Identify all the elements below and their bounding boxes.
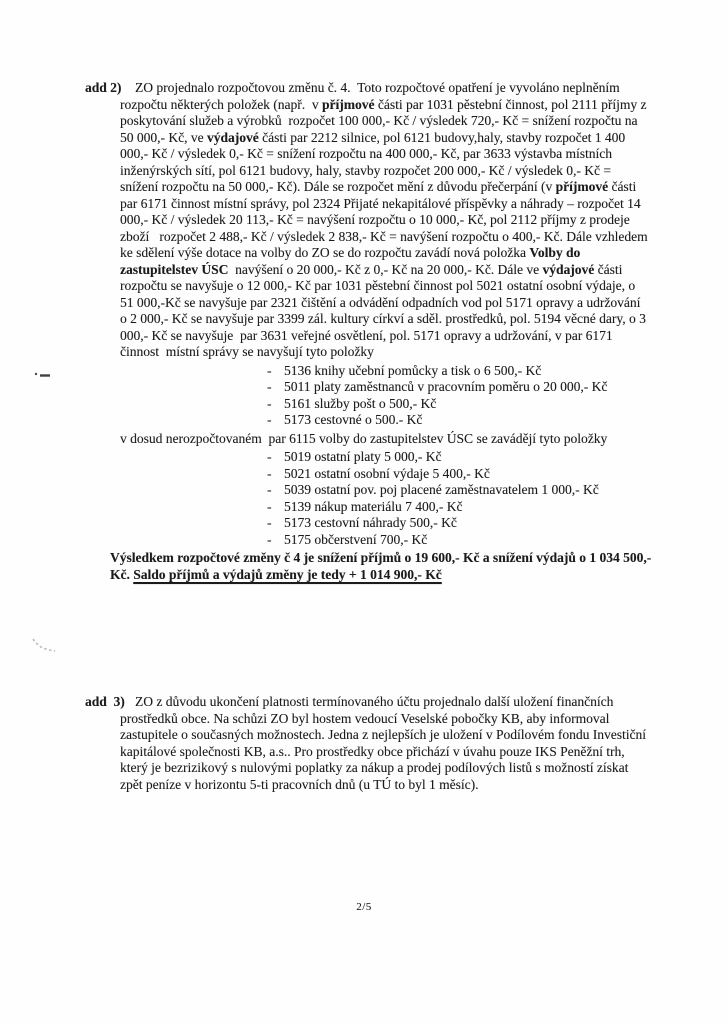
section-label: add 3) bbox=[85, 694, 125, 709]
section-add-2 bbox=[85, 80, 655, 583]
text-segment: navýšení o 20 000,- Kč z 0,- Kč na 20 000,- Kč. Dále ve bbox=[228, 261, 543, 277]
list-item: - 5021 ostatní osobní výdaje 5 400,- Kč bbox=[265, 466, 617, 483]
list-item: - 5011 platy zaměstnanců v pracovním poměru o 20 000,- Kč bbox=[265, 379, 617, 396]
text-segment: Volby do zastupitelstev ÚSC bbox=[120, 245, 584, 277]
section-content bbox=[110, 80, 655, 583]
list-item: - 5173 cestovní náhrady 500,- Kč bbox=[265, 515, 617, 532]
text-segment: části par 2212 silnice, pol 6121 budovy,haly, stavby rozpočet 1 400 000,- Kč / výsledek 0,- Kč = snížení rozpočtu na 400 000,- Kč, par 3633 výstavba místních inženýrských sítí, pol 6121 budovy, haly, stavby rozpočet 200 000,- Kč / výsledek 0,- Kč = snížení rozpočtu na 50 000,- Kč). Dále se rozpočet mění z důvodu přečerpání (v bbox=[120, 129, 629, 194]
section-content bbox=[120, 694, 648, 793]
budget-change-paragraph bbox=[120, 80, 651, 361]
list-item: - 5039 ostatní pov. poj placené zaměstnavatelem 1 000,- Kč bbox=[265, 482, 617, 499]
text-segment: příjmové bbox=[322, 96, 375, 112]
text-segment: výdajové bbox=[206, 129, 259, 145]
text-segment: ZO projednalo rozpočtovou změnu č. 4. Toto rozpočtové opatření je vyvoláno neplněním rozpočtu některých položek (např. v bbox=[120, 80, 624, 112]
text-segment: výdajové bbox=[542, 261, 595, 277]
deposit-paragraph bbox=[120, 694, 648, 793]
text-segment: Saldo příjmů a výdajů změny je tedy + 1 014 900,- Kč bbox=[133, 566, 442, 582]
text-segment: části par 1031 pěstební činnost, pol 2111 příjmy z poskytování služeb a výrobků rozpočet 100 000,- Kč / výsledek 720,- Kč = snížení rozpočtu na 50 000,- Kč, ve bbox=[120, 96, 650, 145]
section-label: add 2) bbox=[85, 80, 122, 95]
list-item: - 5019 ostatní platy 5 000,- Kč bbox=[265, 449, 617, 466]
text-segment: části rozpočtu se navyšuje o 12 000,- Kč par 1031 pěstební činnost pol 5021 ostatní osobní výdaje, o 51 000,-Kč se navyšuje par 2321 čištění a odvádění odpadních vod pol 5171 opravy a udržování o 2 000,- Kč se navyšuje par 3399 zál. kultury církví a sděl. prostředků, pol. 5194 věcné dary, o 3 000,- Kč se navyšuje par 3631 veřejné osvětlení, pol. 5171 opravy a udržování, v par 6171 činnost místní správy se navyšují tyto položky bbox=[120, 261, 650, 359]
new-items-list bbox=[265, 449, 617, 548]
list-item: - 5175 občerstvení 700,- Kč bbox=[265, 532, 617, 549]
increased-items-list bbox=[265, 363, 617, 429]
text-segment: části par 6171 činnost místní správy, pol 2324 Přijaté nekapitálové příspěvky a náhrady – rozpočet 14 000,- Kč / výsledek 20 113,- Kč = navýšení rozpočtu o 10 000,- Kč, pol 2112 příjmy z prodeje zboží rozpočet 2 488,- Kč / výsledek 2 838,- Kč = navýšení rozpočtu o 400,- Kč. Dále vzhledem ke sdělení výše dotace na volby do ZO se do rozpočtu zavádí nová položka bbox=[120, 179, 651, 260]
handwritten-margin-mark bbox=[33, 369, 53, 386]
text-segment: příjmové bbox=[555, 179, 609, 194]
budget-change-summary bbox=[110, 550, 656, 583]
list-item: - 5136 knihy učební pomůcky a tisk o 6 500,- Kč bbox=[265, 363, 617, 380]
list-item: - 5139 nákup materiálu 7 400,- Kč bbox=[265, 499, 617, 516]
list-item: - 5173 cestovné o 500.- Kč bbox=[265, 412, 617, 429]
list-item: - 5161 služby pošt o 500,- Kč bbox=[265, 396, 617, 413]
unbudgeted-intro-paragraph: v dosud nerozpočtovaném par 6115 volby do zastupitelstev ÚSC se zavádějí tyto položky bbox=[120, 430, 608, 446]
text-segment: Výsledkem rozpočtové změny č 4 je snížení příjmů o 19 600,- Kč a snížení výdajů o 1 034 500,- Kč. bbox=[110, 550, 655, 582]
text-segment: ZO z důvodu ukončení platnosti termínovaného účtu projednalo další uložení finančních prostředků obce. Na schůzi ZO byl hostem vedoucí Veselské pobočky KB, aby informoval zastupitele o současných možnostech. Jedna z nejlepších je uložení v Podílovém fondu Investiční kapitálové společnosti KB, a.s.. Pro prostředky obce přichází v úvahu pouze IKS Peněžní trh, který je bezrizikový s nulovými poplatky za nákup a prodej podílových listů s možností získat zpět peníze v horizontu 5-ti pracovních dnů (u TÚ to byl 1 měsíc). bbox=[120, 694, 650, 792]
section-add-3 bbox=[85, 694, 648, 793]
handwritten-margin-mark bbox=[30, 636, 58, 659]
page-number: 2/5 bbox=[356, 901, 372, 913]
